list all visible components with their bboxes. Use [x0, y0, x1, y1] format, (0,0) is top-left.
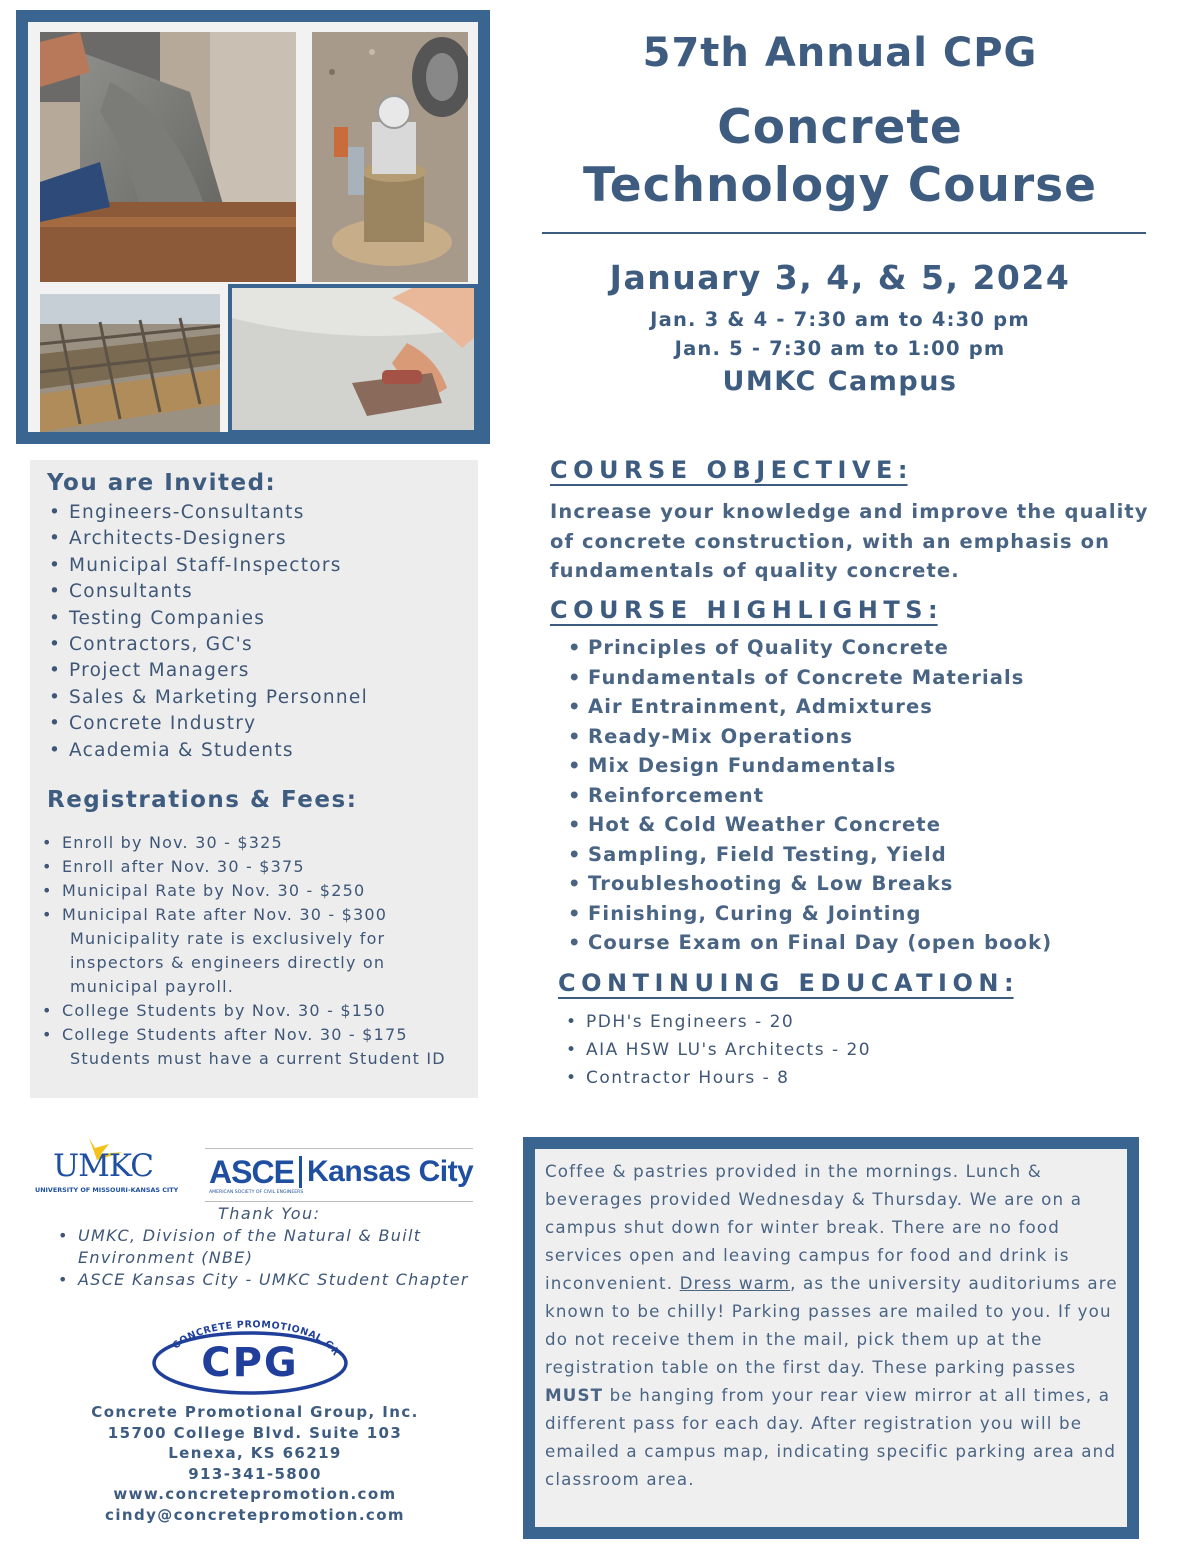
- asce-divider: [299, 1156, 302, 1188]
- cpg-logo: [150, 1318, 350, 1396]
- course-time-day-3: Jan. 5 - 7:30 am to 1:00 pm: [674, 337, 1006, 360]
- list-item: • Testing Companies: [47, 608, 467, 634]
- asce-top-line: [205, 1148, 473, 1149]
- colon: :: [1003, 969, 1014, 997]
- list-item: • Mix Design Fundamentals: [566, 754, 1156, 784]
- objective-heading-text: COURSE OBJECTIVE: [550, 456, 898, 484]
- list-item: [40, 831, 470, 855]
- course-dates: January 3, 4, & 5, 2024: [609, 258, 1071, 297]
- list-item: • PDH's Engineers - 20: [564, 1012, 1124, 1040]
- colon: :: [897, 456, 908, 484]
- logistics-notice-frame: [523, 1137, 1139, 1539]
- list-item: • Municipal Staff-Inspectors: [47, 555, 467, 581]
- continuing-heading-text: CONTINUING EDUCATION: [558, 969, 1004, 997]
- list-item: • Sampling, Field Testing, Yield: [566, 843, 1156, 873]
- contact-block: [60, 1402, 450, 1526]
- list-item: • Air Entrainment, Admixtures: [566, 695, 1156, 725]
- notice-part-3: be hanging from your rear view mirror at all times, a different pass for each day. After registration you will be emailed a campus map, indicating specific parking area and classroom area.: [545, 1385, 1117, 1489]
- contact-street: 15700 College Blvd. Suite 103: [107, 1423, 403, 1442]
- fee-label: Enroll by Nov. 30 - $325: [62, 833, 283, 852]
- photo-collage: [28, 22, 478, 432]
- thanks-list: [56, 1225, 496, 1291]
- course-time-days-1-2: Jan. 3 & 4 - 7:30 am to 4:30 pm: [650, 308, 1030, 331]
- continuing-list: [564, 1012, 1124, 1096]
- contact-org: Concrete Promotional Group, Inc.: [91, 1403, 419, 1421]
- list-item: • ASCE Kansas City - UMKC Student Chapter: [56, 1269, 496, 1291]
- asce-logo: [205, 1148, 475, 1202]
- fees-list: [40, 831, 470, 1071]
- list-item: • AIA HSW LU's Architects - 20: [564, 1040, 1124, 1068]
- list-item: • Ready-Mix Operations: [566, 725, 1156, 755]
- list-item: • UMKC, Division of the Natural & Built Environment (NBE): [56, 1225, 458, 1269]
- list-item: • Project Managers: [47, 660, 467, 686]
- notice-part-1: Coffee & pastries provided in the mornings. Lunch & beverages provided Wednesday & Thursday. We are on a campus shut down for winter break. There are no food services open and leaving campus for food and drink is inconvenient.: [545, 1161, 1083, 1293]
- fee-label: College Students after Nov. 30 - $175: [62, 1025, 408, 1044]
- objective-heading: [550, 456, 908, 484]
- asce-bottom-line: [205, 1201, 473, 1202]
- notice-dress-warm: Dress warm: [679, 1273, 791, 1293]
- list-item: • Consultants: [47, 581, 467, 607]
- list-item: • Engineers-Consultants: [47, 502, 467, 528]
- umkc-subtitle: UNIVERSITY OF MISSOURI-KANSAS CITY: [35, 1186, 179, 1194]
- list-item: • Academia & Students: [47, 740, 467, 766]
- fee-label: Enroll after Nov. 30 - $375: [62, 857, 305, 876]
- list-item: • Contractors, GC's: [47, 634, 467, 660]
- notice-must: MUST: [545, 1385, 604, 1405]
- asce-subtitle: AMERICAN SOCIETY OF CIVIL ENGINEERS: [209, 1190, 304, 1195]
- list-item: • Architects-Designers: [47, 528, 467, 554]
- cpg-arc-text: CONCRETE PROMOTIONAL GR: [170, 1319, 342, 1359]
- list-item: • Principles of Quality Concrete: [566, 636, 1156, 666]
- title-edition: 57th Annual CPG: [642, 30, 1038, 76]
- invite-list: [47, 502, 467, 766]
- colon: :: [927, 596, 938, 624]
- fees-heading: Registrations & Fees:: [47, 787, 358, 813]
- thanks-title: Thank You:: [218, 1204, 321, 1223]
- photo-air-meter: [312, 32, 468, 282]
- fee-note: Municipality rate is exclusively for inspectors & engineers directly on municipal payroll.: [70, 929, 386, 996]
- invite-heading: You are Invited:: [47, 470, 277, 496]
- title-concrete: Concrete: [717, 100, 963, 155]
- photo-formwork: [40, 294, 220, 432]
- cpg-wordmark: CPG: [201, 1340, 299, 1386]
- asce-wordmark: ASCE: [209, 1154, 294, 1190]
- logistics-notice-text: [545, 1157, 1123, 1493]
- list-item: • Sales & Marketing Personnel: [47, 687, 467, 713]
- contact-email-link[interactable]: cindy@concretepromotion.com: [105, 1505, 405, 1524]
- title-technology-course: Technology Course: [582, 158, 1098, 213]
- list-item: [40, 999, 470, 1023]
- fee-label: College Students by Nov. 30 - $150: [62, 1001, 386, 1020]
- umkc-logo: [35, 1134, 195, 1200]
- list-item: • Fundamentals of Concrete Materials: [566, 666, 1156, 696]
- contact-website-link[interactable]: www.concretepromotion.com: [113, 1485, 397, 1504]
- list-item: • Contractor Hours - 8: [564, 1068, 1124, 1096]
- asce-city: Kansas City: [307, 1155, 474, 1188]
- list-item: • Finishing, Curing & Jointing: [566, 902, 1156, 932]
- fee-note: Students must have a current Student ID: [70, 1049, 446, 1068]
- highlights-heading-text: COURSE HIGHLIGHTS: [550, 596, 928, 624]
- highlights-list: [566, 636, 1156, 961]
- notice-part-2: , as the university auditoriums are known to be chilly! Parking passes are mailed to you. If you do not receive them in the mail, pick them up at the registration table on the first day. These parking passes: [545, 1273, 1118, 1377]
- continuing-heading: [558, 969, 1014, 997]
- contact-phone: 913-341-5800: [188, 1464, 322, 1483]
- photo-concrete-pour: [40, 32, 296, 282]
- list-item: [40, 903, 470, 999]
- title-divider: [542, 232, 1146, 234]
- highlights-heading: [550, 596, 938, 624]
- list-item: [40, 855, 470, 879]
- list-item: • Reinforcement: [566, 784, 1156, 814]
- list-item: • Concrete Industry: [47, 713, 467, 739]
- list-item: • Hot & Cold Weather Concrete: [566, 813, 1156, 843]
- fee-label: Municipal Rate after Nov. 30 - $300: [62, 905, 388, 924]
- objective-text: Increase your knowledge and improve the quality of concrete construction, with an emphasis on fundamentals of quality concrete.: [550, 500, 1149, 582]
- photo-collage-frame: [16, 10, 490, 444]
- list-item: [40, 1023, 470, 1071]
- photo-finishing: [232, 288, 474, 430]
- contact-city: Lenexa, KS 66219: [168, 1444, 342, 1463]
- list-item: [40, 879, 470, 903]
- list-item: • Troubleshooting & Low Breaks: [566, 872, 1156, 902]
- fee-label: Municipal Rate by Nov. 30 - $250: [62, 881, 366, 900]
- list-item: • Course Exam on Final Day (open book): [566, 931, 1156, 961]
- course-location: UMKC Campus: [722, 366, 958, 397]
- logistics-notice: [535, 1149, 1127, 1527]
- photo-finishing-frame: [228, 284, 478, 434]
- umkc-wordmark: UMKC: [53, 1148, 153, 1184]
